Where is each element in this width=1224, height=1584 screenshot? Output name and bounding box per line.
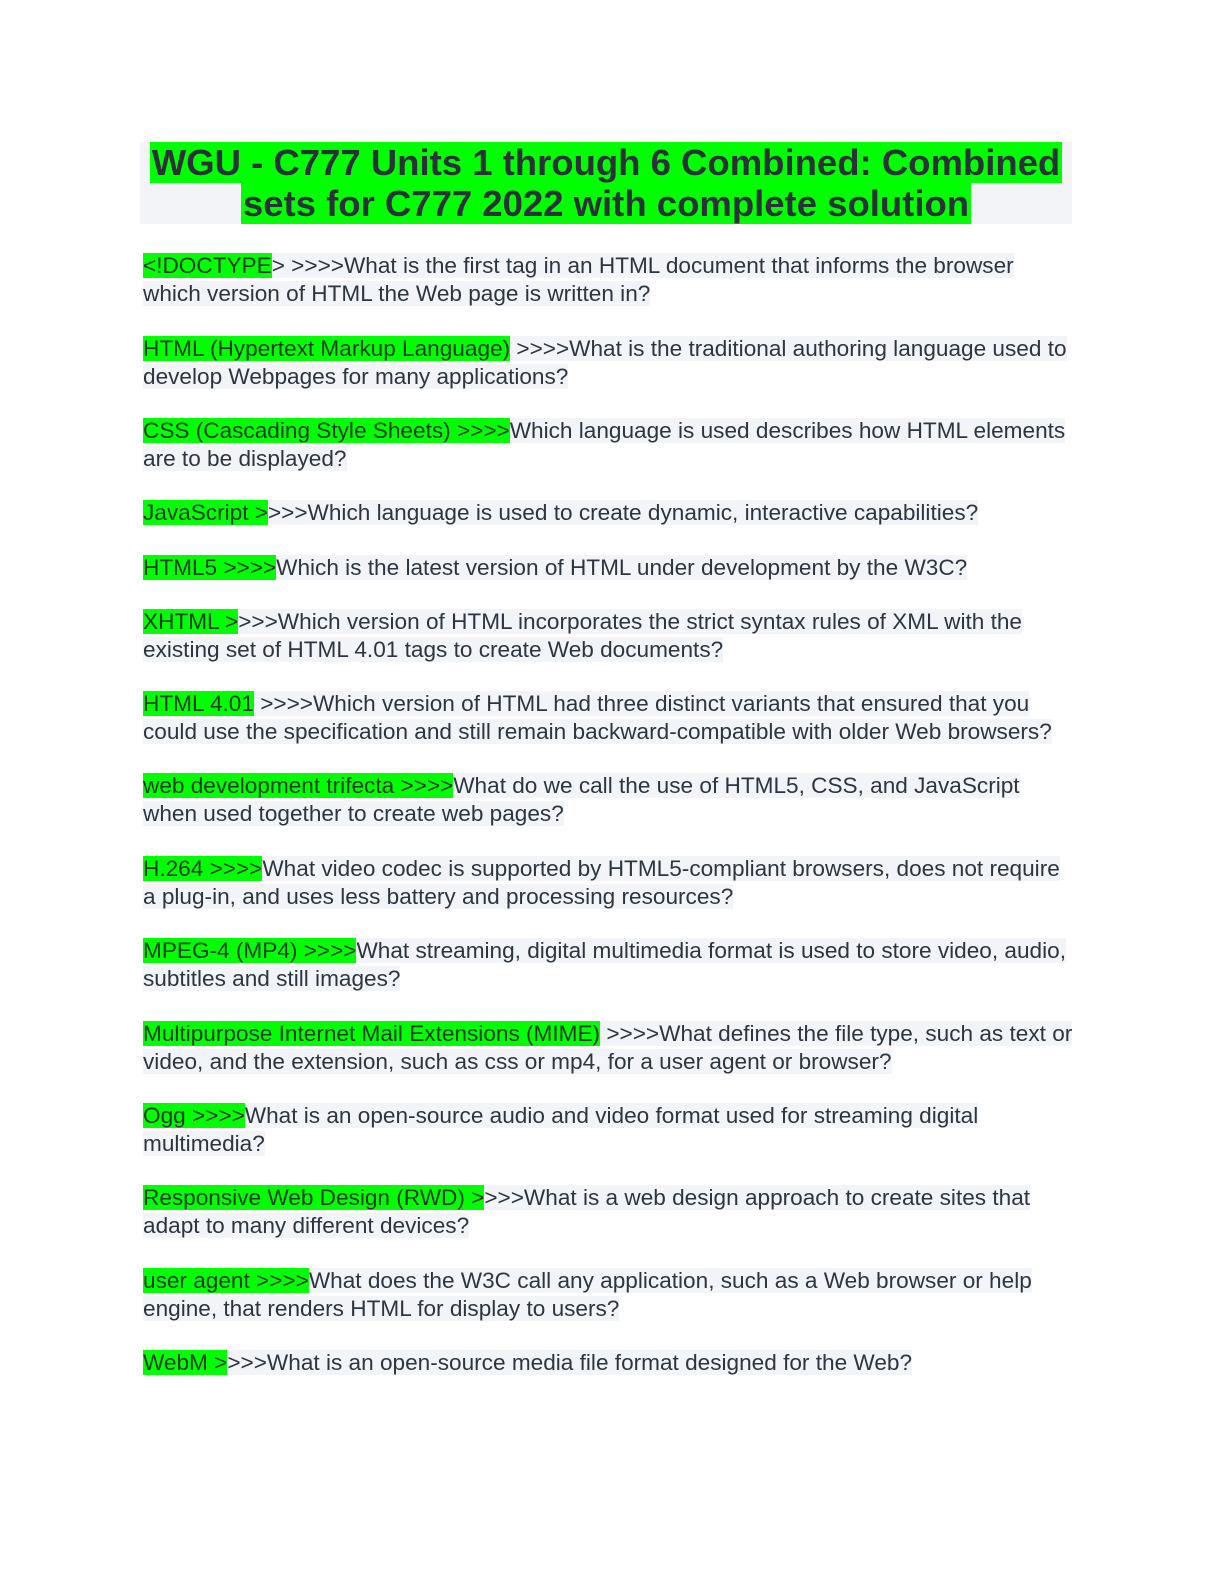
qa-term: Responsive Web Design (RWD) >	[143, 1185, 485, 1210]
qa-question: What video codec is supported by HTML5-compliant browsers, does not require a plug-in, and uses less battery and processing resources?	[143, 856, 1060, 909]
qa-question: >>>Which language is used to create dynamic, interactive capabilities?	[267, 500, 979, 525]
qa-term: WebM >	[143, 1350, 228, 1375]
qa-item	[143, 855, 1073, 910]
qa-item	[143, 772, 1073, 827]
qa-question: >>>What is an open-source media file format designed for the Web?	[227, 1350, 913, 1375]
qa-item	[143, 937, 1073, 992]
qa-term: <!DOCTYPE	[143, 253, 272, 278]
qa-text	[143, 856, 1060, 909]
qa-term: H.264 >>>>	[143, 856, 263, 881]
qa-item	[143, 417, 1073, 472]
qa-text	[143, 555, 967, 580]
qa-text	[143, 938, 1066, 991]
qa-term: HTML (Hypertext Markup Language)	[143, 336, 511, 361]
qa-question: What does the W3C call any application, such as a Web browser or help engine, that renders HTML for display to users?	[143, 1268, 1032, 1321]
qa-question: Which language is used describes how HTML elements are to be displayed?	[143, 418, 1066, 471]
qa-text	[143, 1350, 912, 1375]
qa-text	[143, 253, 1014, 306]
qa-question: >>>>Which version of HTML had three distinct variants that ensured that you could use the specification and still remain backward-compatible with older Web browsers?	[143, 691, 1052, 744]
qa-item	[143, 554, 1073, 582]
qa-text	[143, 609, 1022, 662]
qa-item	[143, 499, 1073, 527]
qa-text	[143, 418, 1065, 471]
qa-term: Multipurpose Internet Mail Extensions (MIME)	[143, 1021, 601, 1046]
qa-item	[143, 608, 1073, 663]
qa-question: >>>>What defines the file type, such as text or video, and the extension, such as css or mp4, for a user agent or browser?	[143, 1021, 1073, 1074]
qa-text	[143, 500, 978, 525]
qa-item	[143, 1020, 1073, 1075]
qa-question: Which is the latest version of HTML under development by the W3C?	[276, 554, 968, 580]
qa-item	[143, 1184, 1073, 1239]
qa-term: user agent >>>>	[143, 1268, 309, 1293]
qa-text	[143, 1103, 978, 1156]
qa-term: MPEG-4 (MP4) >>>>	[143, 938, 357, 963]
qa-question: >>>>What is the traditional authoring language used to develop Webpages for many applications?	[143, 336, 1067, 389]
qa-text	[143, 336, 1067, 389]
qa-text	[143, 1185, 1030, 1238]
qa-item	[143, 1102, 1073, 1157]
qa-item	[143, 690, 1073, 745]
qa-text	[143, 691, 1052, 744]
title-line-1: WGU - C777 Units 1 through 6 Combined: Combined	[151, 142, 1061, 183]
qa-question: >>>Which version of HTML incorporates the strict syntax rules of XML with the existing set of HTML 4.01 tags to create Web documents?	[143, 609, 1022, 662]
qa-text	[143, 1268, 1032, 1321]
qa-item	[143, 335, 1073, 390]
qa-item	[143, 1267, 1073, 1322]
qa-text	[143, 1021, 1072, 1074]
qa-question: What streaming, digital multimedia format is used to store video, audio, subtitles and still images?	[143, 938, 1066, 991]
qa-item	[143, 252, 1073, 307]
qa-list	[143, 252, 1073, 1377]
qa-term: XHTML >	[143, 609, 239, 634]
qa-question: > >>>>What is the first tag in an HTML document that informs the browser which version of HTML the Web page is written in?	[143, 253, 1014, 306]
qa-term: HTML5 >>>>	[143, 554, 277, 580]
qa-item	[143, 1349, 1073, 1377]
qa-term: web development trifecta >>>>	[143, 773, 454, 798]
qa-question: What is an open-source audio and video format used for streaming digital multimedia?	[143, 1103, 979, 1156]
qa-text	[143, 773, 1020, 826]
qa-term: CSS (Cascading Style Sheets) >>>>	[143, 418, 510, 443]
qa-term: Ogg >>>>	[143, 1103, 245, 1128]
document-title	[140, 142, 1072, 224]
qa-term: HTML 4.01	[143, 691, 254, 716]
qa-term: JavaScript >	[143, 500, 268, 525]
title-line-2: sets for C777 2022 with complete solution	[242, 183, 970, 224]
qa-question: >>>What is a web design approach to create sites that adapt to many different devices?	[143, 1185, 1031, 1238]
qa-question: What do we call the use of HTML5, CSS, and JavaScript when used together to create web pages?	[143, 773, 1020, 826]
